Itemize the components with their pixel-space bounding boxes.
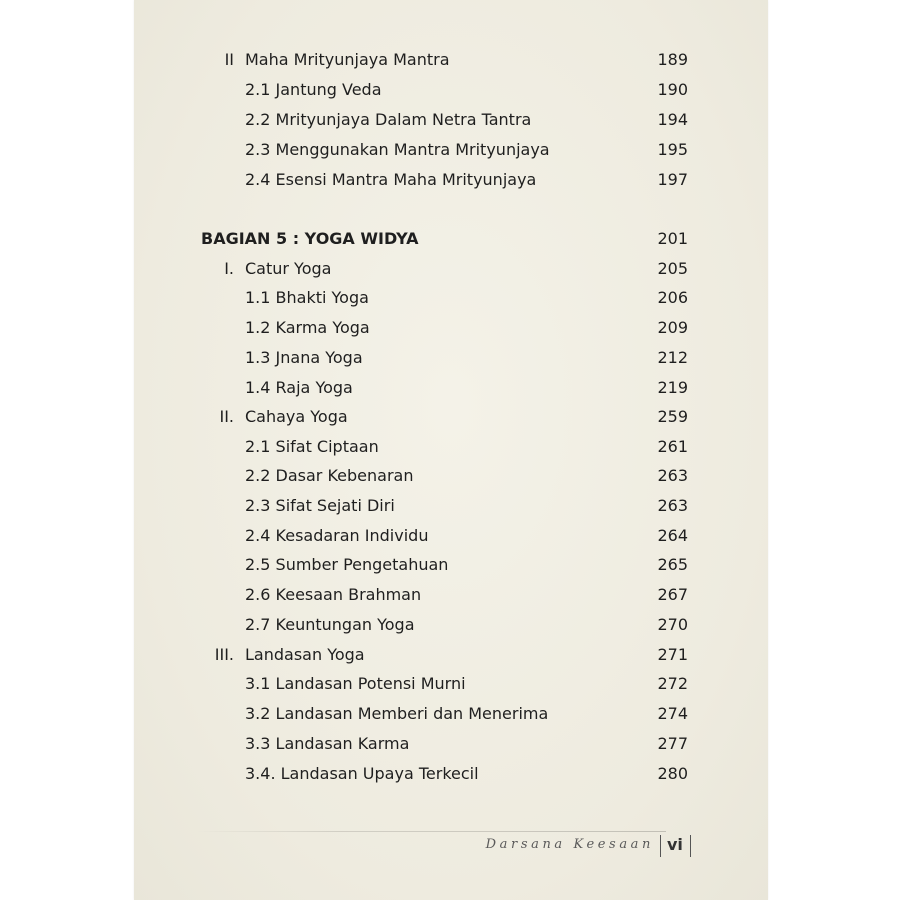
toc-entry-title: Cahaya Yoga [245,407,348,426]
toc-chapter-number: II [224,50,234,69]
toc-chapter-row [134,407,768,437]
footer-separator-left [660,835,661,857]
toc-entry-title: 3.3 Landasan Karma [245,734,410,753]
toc-section-row [134,496,768,526]
toc-entry-title: 2.4 Kesadaran Individu [245,526,429,545]
toc-section-row [134,555,768,585]
toc-entry-page-number: 219 [657,378,688,397]
book-page [134,0,768,900]
toc-section-row [134,80,768,110]
toc-entry-page-number: 201 [657,229,688,248]
toc-entry-page-number: 272 [657,674,688,693]
toc-chapter-row [134,259,768,289]
toc-entry-title: 2.2 Dasar Kebenaran [245,466,414,485]
toc-chapter-number: II. [219,407,234,426]
toc-entry-title: 3.1 Landasan Potensi Murni [245,674,466,693]
toc-section-row [134,437,768,467]
toc-section-row [134,318,768,348]
toc-entry-page-number: 209 [657,318,688,337]
toc-entry-page-number: 270 [657,615,688,634]
toc-entry-title: 1.3 Jnana Yoga [245,348,363,367]
toc-section-row [134,764,768,794]
toc-entry-page-number: 206 [657,288,688,307]
toc-entry-page-number: 263 [657,496,688,515]
toc-section-row [134,674,768,704]
toc-entry-title: 2.7 Keuntungan Yoga [245,615,415,634]
toc-entry-title: Landasan Yoga [245,645,365,664]
toc-section-row [134,110,768,140]
toc-entry-page-number: 267 [657,585,688,604]
toc-chapter-number: I. [224,259,234,278]
toc-entry-title: 1.1 Bhakti Yoga [245,288,369,307]
toc-entry-title: 3.4. Landasan Upaya Terkecil [245,764,479,783]
toc-entry-page-number: 277 [657,734,688,753]
toc-entry-title: 2.2 Mrityunjaya Dalam Netra Tantra [245,110,532,129]
toc-entry-title: Maha Mrityunjaya Mantra [245,50,450,69]
toc-entry-page-number: 264 [657,526,688,545]
toc-chapter-number: III. [214,645,234,664]
toc-entry-title: 1.2 Karma Yoga [245,318,370,337]
toc-entry-title: 2.6 Keesaan Brahman [245,585,422,604]
toc-section-row [134,704,768,734]
toc-entry-title: 2.3 Sifat Sejati Diri [245,496,395,515]
toc-entry-page-number: 271 [657,645,688,664]
toc-section-row [134,170,768,200]
toc-entry-page-number: 263 [657,466,688,485]
toc-entry-page-number: 212 [657,348,688,367]
toc-entry-page-number: 190 [657,80,688,99]
footer-page-number: vi [667,835,683,854]
toc-entry-title: 2.3 Menggunakan Mantra Mrityunjaya [245,140,550,159]
toc-entry-title: 3.2 Landasan Memberi dan Menerima [245,704,549,723]
toc-section-row [134,615,768,645]
toc-entry-page-number: 261 [657,437,688,456]
toc-entry-page-number: 197 [657,170,688,189]
toc-entry-page-number: 274 [657,704,688,723]
toc-section-row [134,585,768,615]
toc-section-row [134,378,768,408]
toc-section-row [134,734,768,764]
toc-entry-title: 1.4 Raja Yoga [245,378,353,397]
toc-entry-page-number: 189 [657,50,688,69]
toc-section-row [134,466,768,496]
toc-entry-page-number: 259 [657,407,688,426]
toc-section-row [134,140,768,170]
toc-part-heading [134,229,768,259]
toc-entry-page-number: 195 [657,140,688,159]
toc-entry-title: 2.5 Sumber Pengetahuan [245,555,449,574]
toc-section-row [134,526,768,556]
toc-entry-page-number: 280 [657,764,688,783]
toc-section-row [134,348,768,378]
footer-book-title: Darsana Keesaan [485,837,654,852]
toc-entry-title: 2.4 Esensi Mantra Maha Mrityunjaya [245,170,537,189]
toc-entry-page-number: 194 [657,110,688,129]
toc-entry-title: 2.1 Jantung Veda [245,80,382,99]
toc-entry-title: 2.1 Sifat Ciptaan [245,437,379,456]
toc-entry-page-number: 205 [657,259,688,278]
toc-section-row [134,288,768,318]
footer-separator-right [690,835,691,857]
toc-chapter-row [134,50,768,80]
toc-entry-title: Catur Yoga [245,259,332,278]
toc-entry-page-number: 265 [657,555,688,574]
toc-entry-title: BAGIAN 5 : YOGA WIDYA [201,229,419,248]
toc-chapter-row [134,645,768,675]
footer-rule [196,831,666,832]
